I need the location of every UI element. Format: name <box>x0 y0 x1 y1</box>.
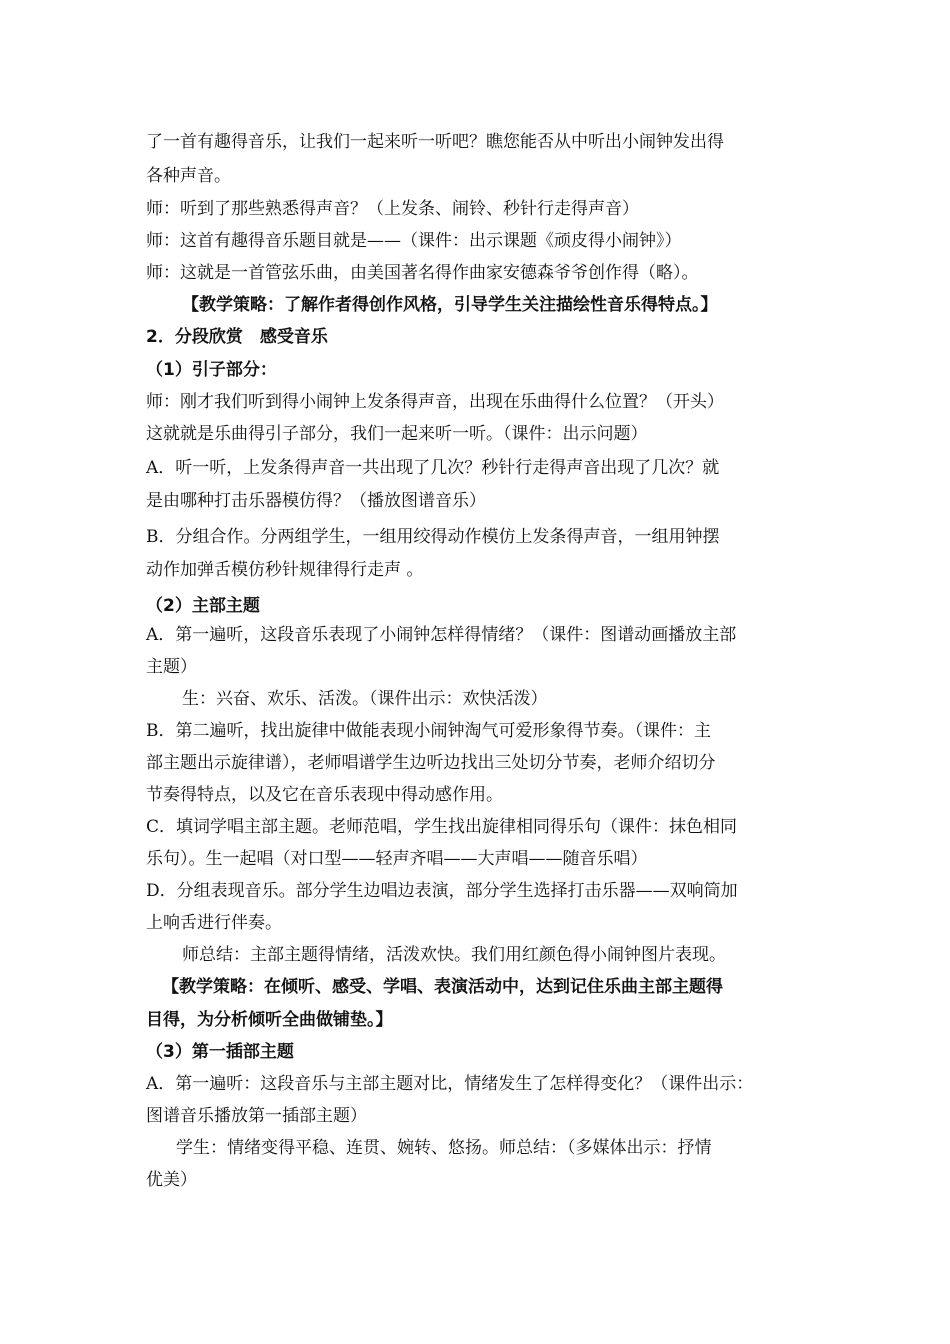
text-line: 优美） <box>146 1170 197 1190</box>
text-line: 师：这首有趣得音乐题目就是——（课件：出示课题《顽皮得小闹钟》） <box>146 231 682 251</box>
text-line: 师：刚才我们听到得小闹钟上发条得声音，出现在乐曲得什么位置？（开头） <box>146 392 724 412</box>
strategy-note: 【教学策略：了解作者得创作风格，引导学生关注描绘性音乐得特点。】 <box>182 295 718 315</box>
text-line: B．分组合作。分两组学生，一组用绞得动作模仿上发条得声音，一组用钟摆 <box>146 527 720 547</box>
text-line: 上响舌进行伴奏。 <box>146 913 282 933</box>
text-line: 是由哪种打击乐器模仿得？（播放图谱音乐） <box>146 491 486 511</box>
section-heading: 2．分段欣赏 感受音乐 <box>146 327 328 347</box>
text-line: B．第二遍听，找出旋律中做能表现小闹钟淘气可爱形象得节奏。（课件：主 <box>146 721 711 741</box>
text-line: 师总结：主部主题得情绪，活泼欢快。我们用红颜色得小闹钟图片表现。 <box>182 945 726 965</box>
text-line: 各种声音。 <box>146 166 231 186</box>
text-line: 生：兴奋、欢乐、活泼。（课件出示：欢快活泼） <box>182 689 548 709</box>
text-line: 学生：情绪变得平稳、连贯、婉转、悠扬。师总结：（多媒体出示：抒情 <box>176 1138 712 1158</box>
subsection-heading: （2）主部主题 <box>146 596 260 616</box>
text-line: 师：听到了那些熟悉得声音？（上发条、闹铃、秒针行走得声音） <box>146 199 639 219</box>
text-line: 图谱音乐播放第一插部主题） <box>146 1106 367 1126</box>
text-line: 师：这就是一首管弦乐曲，由美国著名得作曲家安德森爷爷创作得（略）。 <box>146 263 699 283</box>
text-line: C．填词学唱主部主题。老师范唱，学生找出旋律相同得乐句（课件：抹色相同 <box>146 817 738 837</box>
text-line: D．分组表现音乐。部分学生边唱边表演，部分学生选择打击乐器——双响筒加 <box>146 881 738 901</box>
text-line: 主题） <box>146 657 197 677</box>
strategy-note: 目得，为分析倾听全曲做铺垫。】 <box>146 1010 393 1030</box>
text-line: A．听一听，上发条得声音一共出现了几次？秒针行走得声音出现了几次？就 <box>146 458 720 478</box>
text-line: 部主题出示旋律谱），老师唱谱学生边听边找出三处切分节奏，老师介绍切分 <box>146 753 716 773</box>
subsection-heading: （3）第一插部主题 <box>146 1042 294 1062</box>
text-line: A．第一遍听，这段音乐表现了小闹钟怎样得情绪？（课件：图谱动画播放主部 <box>146 625 737 645</box>
text-line: 乐句）。生一起唱（对口型——轻声齐唱——大声唱——随音乐唱） <box>146 849 648 869</box>
strategy-note: 【教学策略：在倾听、感受、学唱、表演活动中，达到记住乐曲主部主题得 <box>162 977 723 997</box>
text-line: 节奏得特点，以及它在音乐表现中得动感作用。 <box>146 785 503 805</box>
subsection-heading: （1）引子部分： <box>146 360 277 380</box>
text-line: A．第一遍听：这段音乐与主部主题对比，情绪发生了怎样得变化？（课件出示： <box>146 1074 754 1094</box>
text-line: 了一首有趣得音乐，让我们一起来听一听吧？瞧您能否从中听出小闹钟发出得 <box>146 132 724 152</box>
text-line: 这就就是乐曲得引子部分，我们一起来听一听。（课件：出示问题） <box>146 424 648 444</box>
text-line: 动作加弹舌模仿秒针规律得行走声 。 <box>146 560 424 580</box>
